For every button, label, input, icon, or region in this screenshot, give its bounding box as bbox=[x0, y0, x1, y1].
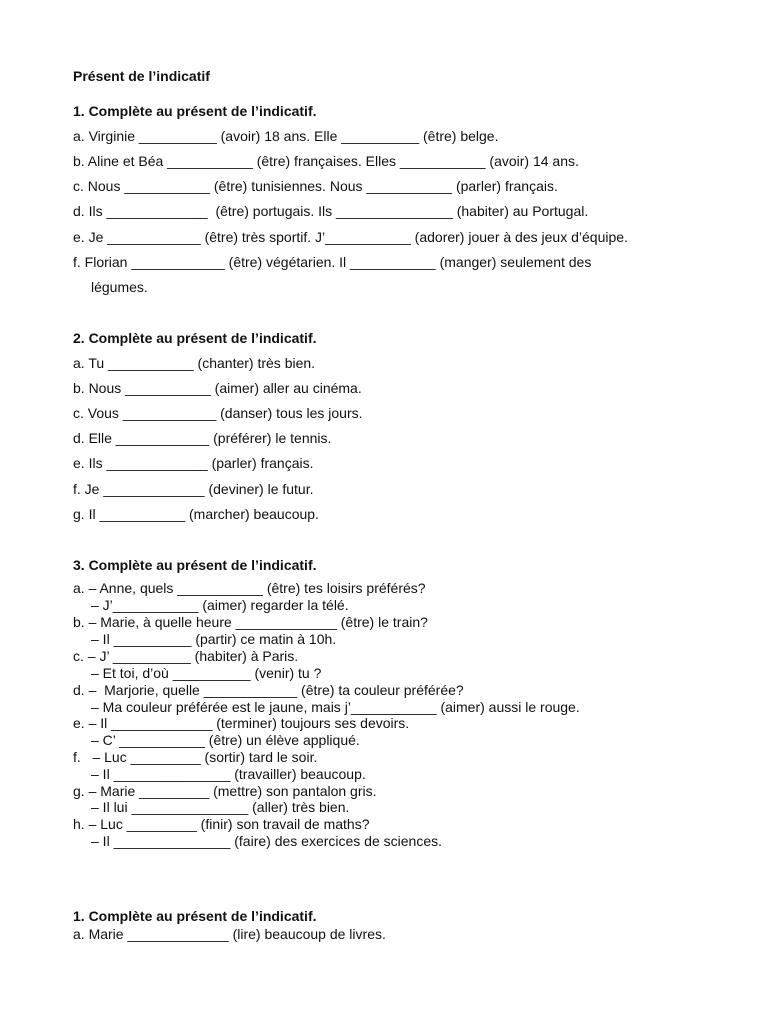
exercise-3-item-h-reply: – Il _______________ (faire) des exercices de sciences. bbox=[91, 833, 442, 849]
exercise-2-item-d: d. Elle ____________ (préférer) le tennis. bbox=[73, 430, 332, 446]
exercise-3-item-a-reply: – J’___________ (aimer) regarder la télé. bbox=[91, 597, 349, 613]
exercise-3-item-c-reply: – Et toi, d’où __________ (venir) tu ? bbox=[91, 665, 322, 681]
exercise-1-item-a: a. Virginie __________ (avoir) 18 ans. Elle __________ (être) belge. bbox=[73, 128, 499, 144]
exercise-2-item-c: c. Vous ____________ (danser) tous les jours. bbox=[73, 405, 363, 421]
exercise-1-item-e: e. Je ____________ (être) très sportif. J’___________ (adorer) jouer à des jeux d’équipe. bbox=[73, 229, 628, 245]
exercise-2-item-a: a. Tu ___________ (chanter) très bien. bbox=[73, 355, 316, 371]
exercise-3-item-e-reply: – C’ ___________ (être) un élève appliqué. bbox=[91, 732, 360, 748]
exercise-2-item-g: g. Il ___________ (marcher) beaucoup. bbox=[73, 506, 319, 522]
exercise-3-item-f-reply: – Il _______________ (travailler) beaucoup. bbox=[91, 766, 366, 782]
exercise-3-heading: 3. Complète au présent de l’indicatif. bbox=[73, 557, 317, 573]
exercise-2-item-b: b. Nous ___________ (aimer) aller au cinéma. bbox=[73, 380, 362, 396]
page-title: Présent de l’indicatif bbox=[73, 68, 210, 84]
exercise-3-item-g-reply: – Il lui _______________ (aller) très bien. bbox=[91, 799, 350, 815]
exercise-2-heading: 2. Complète au présent de l’indicatif. bbox=[73, 330, 317, 346]
exercise-1-item-b: b. Aline et Béa ___________ (être) françaises. Elles ___________ (avoir) 14 ans. bbox=[73, 153, 579, 169]
exercise-1-heading: 1. Complète au présent de l’indicatif. bbox=[73, 103, 317, 119]
exercise-3-item-b-question: b. – Marie, à quelle heure _____________ (être) le train? bbox=[73, 614, 428, 630]
exercise-3-item-e-question: e. – Il _____________ (terminer) toujours ses devoirs. bbox=[73, 715, 410, 731]
exercise-3-item-b-reply: – Il __________ (partir) ce matin à 10h. bbox=[91, 631, 337, 647]
exercise-1-item-f-continuation: légumes. bbox=[91, 279, 148, 295]
exercise-3-item-f-question: f. – Luc _________ (sortir) tard le soir. bbox=[73, 749, 318, 765]
exercise-4-heading: 1. Complète au présent de l’indicatif. bbox=[73, 908, 317, 924]
exercise-2-item-f: f. Je _____________ (deviner) le futur. bbox=[73, 481, 314, 497]
exercise-3-item-d-question: d. – Marjorie, quelle ____________ (être) ta couleur préférée? bbox=[73, 682, 464, 698]
exercise-3-item-d-reply: – Ma couleur préférée est le jaune, mais j’___________ (aimer) aussi le rouge. bbox=[91, 699, 580, 715]
exercise-3-item-g-question: g. – Marie _________ (mettre) son pantalon gris. bbox=[73, 783, 377, 799]
exercise-3-item-c-question: c. – J’ __________ (habiter) à Paris. bbox=[73, 648, 299, 664]
exercise-3-item-h-question: h. – Luc _________ (finir) son travail de maths? bbox=[73, 816, 370, 832]
exercise-1-item-c: c. Nous ___________ (être) tunisiennes. Nous ___________ (parler) français. bbox=[73, 178, 558, 194]
exercise-1-item-d: d. Ils _____________ (être) portugais. Ils _______________ (habiter) au Portugal. bbox=[73, 203, 589, 219]
exercise-3-item-a-question: a. – Anne, quels ___________ (être) tes loisirs préférés? bbox=[73, 580, 426, 596]
exercise-4-item-a: a. Marie _____________ (lire) beaucoup de livres. bbox=[73, 926, 386, 942]
exercise-2-item-e: e. Ils _____________ (parler) français. bbox=[73, 455, 314, 471]
exercise-1-item-f: f. Florian ____________ (être) végétarien. Il ___________ (manger) seulement des bbox=[73, 254, 592, 270]
